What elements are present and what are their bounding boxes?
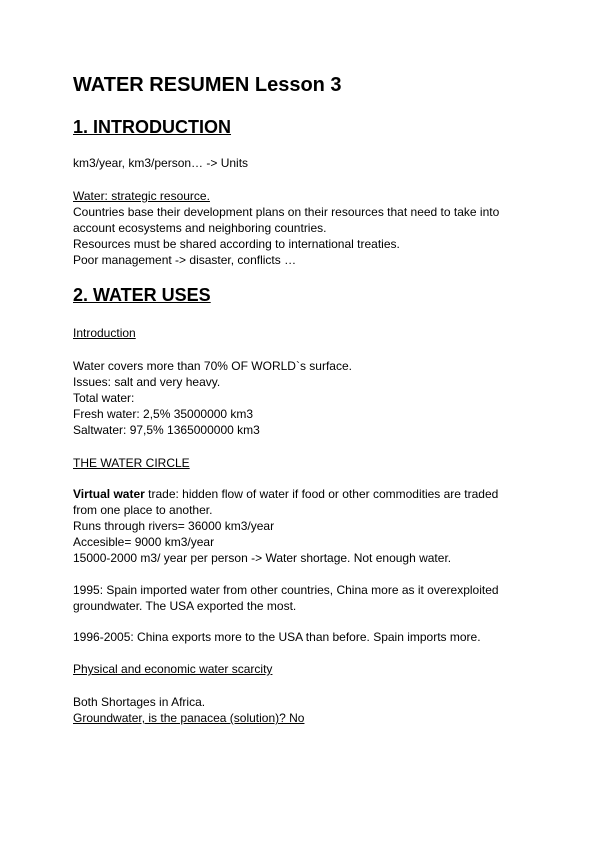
water-scarcity-label: Physical and economic water scarcity — [73, 662, 273, 676]
intro-line: Poor management -> disaster, conflicts … — [73, 253, 297, 267]
units-line: km3/year, km3/person… -> Units — [73, 156, 249, 170]
year-1995-line: 1995: Spain imported water from other countries, China more as it overexploited — [73, 583, 499, 597]
virtual-water-paragraph — [73, 486, 543, 566]
fact-line: Saltwater: 97,5% 1365000000 km3 — [73, 423, 260, 437]
intro-line: Resources must be shared according to international treaties. — [73, 237, 400, 251]
year-1996-2005-line: 1996-2005: China exports more to the USA than before. Spain imports more. — [73, 630, 481, 644]
heading-introduction: 1. INTRODUCTION — [73, 117, 232, 137]
introduction-label: Introduction — [73, 326, 136, 340]
groundwater-question: Groundwater, is the panacea (solution)? No — [73, 711, 305, 725]
virtual-line: Accesible= 9000 km3/year — [73, 535, 215, 549]
virtual-water-term: Virtual water — [73, 487, 145, 501]
year-1995-line: groundwater. The USA exported the most. — [73, 599, 297, 613]
intro-line: Countries base their development plans on their resources that need to take into — [73, 205, 500, 219]
virtual-line: Runs through rivers= 36000 km3/year — [73, 519, 275, 533]
intro-paragraph — [73, 204, 543, 268]
fact-line: Issues: salt and very heavy. — [73, 375, 221, 389]
year-1995-paragraph — [73, 582, 543, 614]
virtual-water-definition: trade: hidden flow of water if food or other commodities are traded — [144, 487, 499, 501]
virtual-water-first-line — [73, 486, 543, 502]
virtual-line: 15000-2000 m3/ year per person -> Water shortage. Not enough water. — [73, 551, 452, 565]
water-circle-label: THE WATER CIRCLE — [73, 456, 190, 470]
heading-water-uses: 2. WATER USES — [73, 285, 211, 305]
fact-line: Fresh water: 2,5% 35000000 km3 — [73, 407, 254, 421]
virtual-line: from one place to another. — [73, 503, 213, 517]
intro-line: account ecosystems and neighboring countries. — [73, 221, 327, 235]
fact-line: Water covers more than 70% OF WORLD`s surface. — [73, 359, 352, 373]
shortages-line: Both Shortages in Africa. — [73, 695, 206, 709]
fact-line: Total water: — [73, 391, 135, 405]
water-facts-paragraph — [73, 358, 543, 438]
document-title: WATER RESUMEN Lesson 3 — [73, 74, 342, 96]
strategic-resource-subheading: Water: strategic resource. — [73, 189, 210, 203]
